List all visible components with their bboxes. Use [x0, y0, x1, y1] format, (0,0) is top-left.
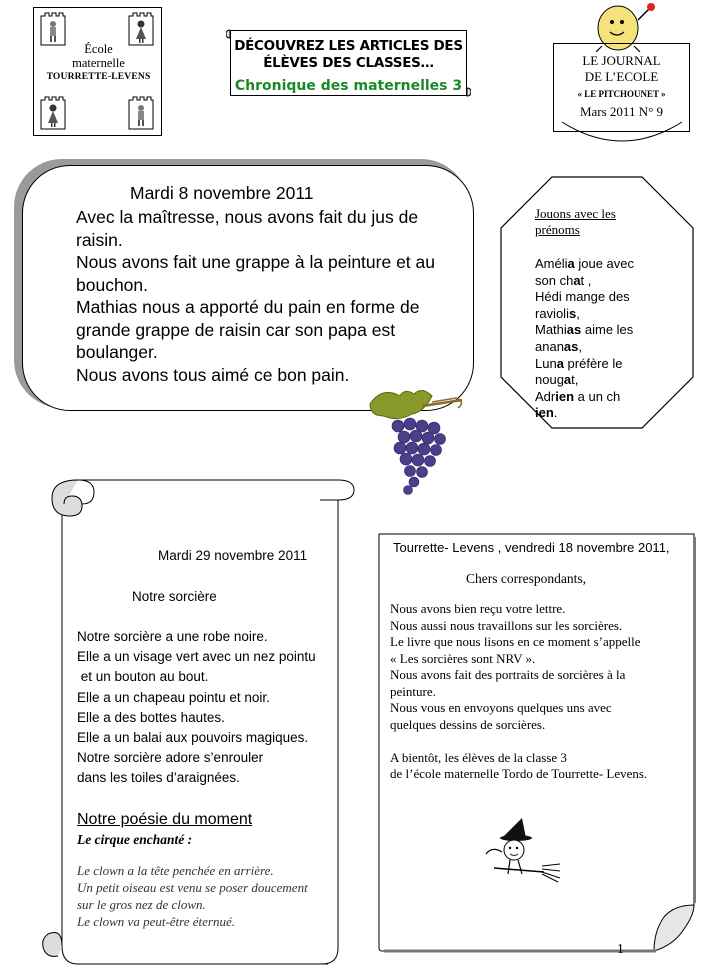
letter-line: « Les sorcières sont NRV ».	[390, 650, 536, 666]
prenoms-title-line1: Jouons avec les	[535, 206, 616, 221]
prenoms-line	[535, 356, 675, 373]
school-name	[40, 42, 157, 84]
prenoms-line-post: ,	[576, 305, 580, 321]
prenoms-line-bold: s	[568, 305, 577, 321]
prenoms-line-pre: ravioli	[535, 305, 569, 321]
prenoms-line	[535, 405, 675, 422]
letter-line: A bientôt, les élèves de la classe 3	[390, 749, 567, 765]
prenoms-text	[535, 256, 675, 422]
cirque-title: Le cirque enchanté :	[77, 832, 193, 847]
prenoms-line	[535, 372, 675, 389]
article-paragraph: Avec la maîtresse, nous avons fait du jus de raisin.	[76, 207, 419, 250]
banner-subtitle: Chronique des maternelles 3	[234, 78, 463, 94]
clown-poem-line: Le clown va peut-être éternué.	[77, 914, 235, 929]
prenoms-line-pre: Adr	[535, 388, 556, 404]
prenoms-line	[535, 389, 675, 406]
prenoms-line-post: t,	[571, 372, 579, 388]
prenoms-line	[535, 322, 675, 339]
prenoms-line-post: .	[553, 405, 558, 421]
letter-place-date: Tourrette- Levens , vendredi 18 novembre 2011,	[393, 540, 670, 555]
prenoms-line-pre: son ch	[535, 272, 574, 288]
page-number: 1	[617, 941, 624, 956]
prenoms-line-post: mange des	[561, 289, 630, 305]
rounded-article-date: Mardi 8 novembre 2011	[130, 183, 314, 203]
prenoms-line-bold: a	[567, 256, 575, 271]
article-paragraph: Mathias nous a apporté du pain en forme de grande grappe de raisin car son papa est boulanger.	[76, 297, 420, 362]
prenoms-line-bold: as	[566, 322, 582, 338]
witch-on-broom-icon	[482, 816, 562, 886]
header-banner	[226, 26, 471, 100]
letter-line: Nous vous en envoyons quelques uns avec	[390, 700, 612, 715]
journal-title-line1: LE JOURNAL	[582, 53, 661, 68]
article-paragraph: Nous avons fait une grappe à la peinture et au bouchon.	[76, 252, 435, 295]
poem-line: Notre sorcière adore s’enrouler	[77, 750, 264, 766]
poem-line: dans les toiles d’araignées.	[77, 770, 240, 786]
clown-poem-line: Un petit oiseau est venu se poser doucement	[77, 880, 308, 895]
journal-issue: Mars 2011 N° 9	[579, 103, 664, 119]
castle-tower-boy-icon	[40, 12, 66, 46]
clown-poem-line: sur le gros nez de clown.	[77, 897, 206, 912]
prenoms-line	[535, 289, 675, 306]
castle-tower-boy-icon	[128, 96, 154, 130]
prenoms-line-bold: ien	[535, 405, 554, 421]
poem-line: Notre sorcière a une robe noire.	[77, 629, 268, 644]
prenoms-line-post: ,	[578, 338, 583, 354]
prenoms-line	[535, 256, 675, 273]
prenoms-line-bold: a	[573, 272, 581, 288]
school-name-line3: TOURRETTE-LEVENS	[46, 72, 151, 82]
school-logo	[33, 7, 162, 136]
prenoms-line-pre: Lun	[535, 355, 557, 371]
prenoms-line-post: préfère le	[563, 355, 623, 371]
letter-line: Le livre que nous lisons en ce moment s’appelle	[390, 634, 641, 649]
letter-line: Nous avons bien reçu votre lettre.	[390, 601, 566, 616]
grapes-icon	[362, 386, 470, 496]
prenoms-line-pre: anan	[535, 338, 564, 354]
letter-line: de l’école maternelle Tordo de Tourrette- Levens.	[390, 766, 648, 781]
prenoms-line-pre: Améli	[535, 256, 568, 271]
prenoms-line-pre: noug	[535, 372, 564, 388]
sorciere-poem	[77, 627, 347, 789]
castle-tower-girl-icon	[128, 12, 154, 46]
poem-line: et un bouton au bout.	[77, 669, 209, 685]
journal-name: « LE PITCHOUNET »	[577, 89, 666, 99]
clown-poem-line: Le clown a la tête penchée en arrière.	[77, 863, 274, 878]
prenoms-line-post: t ,	[580, 272, 592, 288]
journal-box	[553, 43, 690, 132]
letter-line: peinture.	[390, 683, 436, 699]
letter-line: Nous avons fait des portraits de sorcières à la	[390, 667, 626, 682]
prenoms-line-post: aime les	[581, 322, 634, 338]
prenoms-line-bold: ien	[555, 388, 575, 404]
article-paragraph: Nous avons tous aimé ce bon pain.	[76, 364, 350, 385]
prenoms-title	[535, 206, 655, 238]
banner-title-line1: DÉCOUVREZ LES ARTICLES DES	[234, 38, 463, 54]
poem-line: Elle a des bottes hautes.	[77, 709, 225, 725]
letter-line: Nous aussi nous travaillons sur les sorcières.	[390, 617, 623, 633]
letter-body	[390, 601, 690, 783]
journal-title-line2: DE L’ECOLE	[584, 68, 659, 84]
prenoms-line	[535, 306, 675, 323]
castle-tower-girl-icon	[40, 96, 66, 130]
prenoms-line	[535, 339, 675, 356]
letter-line	[390, 733, 690, 750]
prenoms-line-bold: as	[563, 338, 579, 354]
prenoms-line-bold: a	[563, 372, 572, 388]
banner-title-line2: ÉLÈVES DES CLASSES…	[263, 55, 434, 71]
banner-title	[226, 38, 471, 72]
prenoms-line-post: a un ch	[574, 388, 621, 404]
poem-line: Elle a un balai aux pouvoirs magiques.	[77, 730, 309, 746]
clown-poem	[77, 862, 347, 930]
prenoms-line-bold: a	[556, 355, 564, 371]
rounded-article-text	[76, 206, 451, 386]
letter-line: quelques dessins de sorcières.	[390, 716, 546, 732]
poem-line: Elle a un chapeau pointu et noir.	[77, 689, 270, 705]
scroll-article-date: Mardi 29 novembre 2011	[158, 548, 308, 563]
prenoms-line-pre: Hédi	[535, 289, 562, 305]
poem-line: Elle a un visage vert avec un nez pointu	[77, 649, 316, 665]
prenoms-line	[535, 273, 675, 290]
poesie-heading: Notre poésie du moment	[77, 811, 253, 828]
prenoms-line-pre: Mathi	[535, 322, 567, 338]
prenoms-line-post: joue avec	[574, 256, 635, 271]
journal-arc-decoration	[560, 120, 684, 144]
school-name-line2: maternelle	[72, 56, 125, 70]
letter-greeting: Chers correspondants,	[466, 571, 586, 586]
school-name-line1: École	[84, 42, 113, 56]
prenoms-title-line2: prénoms	[535, 222, 580, 237]
scroll-article-title: Notre sorcière	[132, 589, 217, 604]
